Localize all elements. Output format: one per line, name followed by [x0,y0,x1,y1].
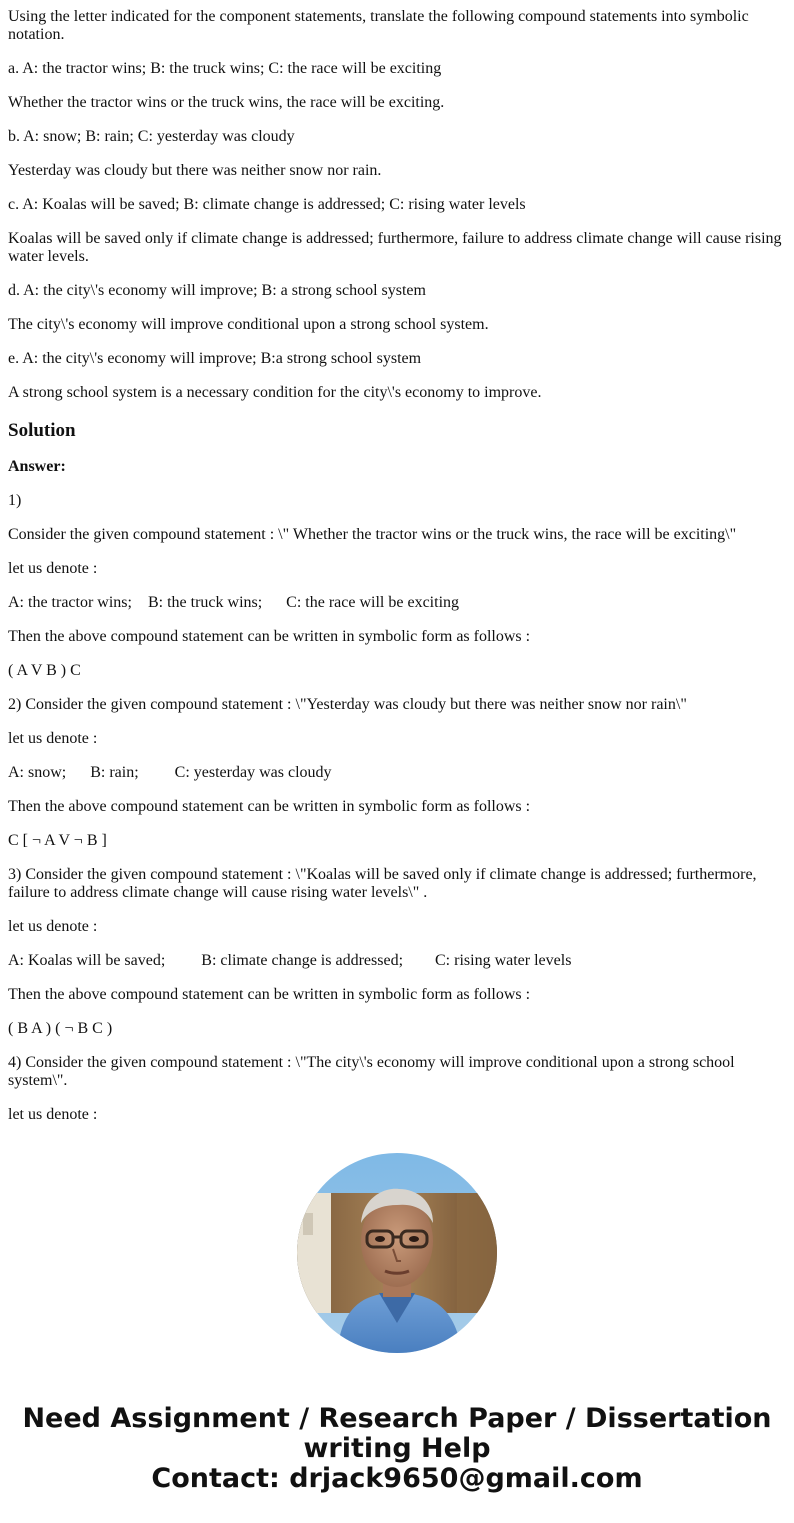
question-b-statement: Yesterday was cloudy but there was neither snow nor rain. [8,162,382,179]
question-a-statement: Whether the tractor wins or the truck wins, the race will be exciting. [8,94,445,111]
answer-label: Answer: [8,458,66,475]
part3-consider: 3) Consider the given compound statement : \"Koalas will be saved only if climate change is addressed; furthermore, failure to address climate change will cause rising water levels\" . [8,866,757,901]
part3-letters: A: Koalas will be saved; B: climate change is addressed; C: rising water levels [8,952,572,969]
question-e-statement: A strong school system is a necessary condition for the city\'s economy to improve. [8,384,542,401]
part1-letters: A: the tractor wins; B: the truck wins; C: the race will be exciting [8,594,460,611]
promo-contact: Contact: drjack9650@gmail.com [151,1463,643,1494]
part4-consider: 4) Consider the given compound statement : \"The city\'s economy will improve conditional upon a strong school system\". [8,1054,735,1089]
part1-number: 1) [8,492,22,509]
part2-consider: 2) Consider the given compound statement : \"Yesterday was cloudy but there was neither snow nor rain\" [8,696,687,713]
author-avatar [297,1153,497,1353]
part1-symbolic: ( A V B ) C [8,662,81,679]
question-b-letters: b. A: snow; B: rain; C: yesterday was cloudy [8,128,295,145]
question-c-letters: c. A: Koalas will be saved; B: climate change is addressed; C: rising water levels [8,196,526,213]
question-e-letters: e. A: the city\'s economy will improve; B:a strong school system [8,350,422,367]
part3-then: Then the above compound statement can be written in symbolic form as follows : [8,986,531,1003]
part2-denote: let us denote : [8,730,98,747]
question-c-statement: Koalas will be saved only if climate change is addressed; furthermore, failure to address climate change will cause rising water levels. [8,230,782,265]
question-intro: Using the letter indicated for the component statements, translate the following compound statements into symbolic notation. [8,8,749,43]
part3-symbolic: ( B A ) ( ¬ B C ) [8,1020,113,1037]
solution-heading: Solution [8,420,76,441]
part2-letters: A: snow; B: rain; C: yesterday was cloudy [8,764,332,781]
part1-consider: Consider the given compound statement : \" Whether the tractor wins or the truck wins, the race will be exciting\" [8,526,737,543]
question-d-statement: The city\'s economy will improve conditional upon a strong school system. [8,316,489,333]
part1-denote: let us denote : [8,560,98,577]
part1-then: Then the above compound statement can be written in symbolic form as follows : [8,628,531,645]
part3-denote: let us denote : [8,918,98,935]
part4-denote: let us denote : [8,1106,98,1123]
promo-banner [0,1404,794,1494]
question-a-letters: a. A: the tractor wins; B: the truck wins; C: the race will be exciting [8,60,442,77]
question-d-letters: d. A: the city\'s economy will improve; B: a strong school system [8,282,426,299]
promo-line-1: Need Assignment / Research Paper / Dissertation [22,1403,772,1434]
part2-symbolic: C [ ¬ A V ¬ B ] [8,832,107,849]
author-portrait-image [297,1153,497,1353]
part2-then: Then the above compound statement can be written in symbolic form as follows : [8,798,531,815]
promo-line-2: writing Help [303,1433,491,1464]
